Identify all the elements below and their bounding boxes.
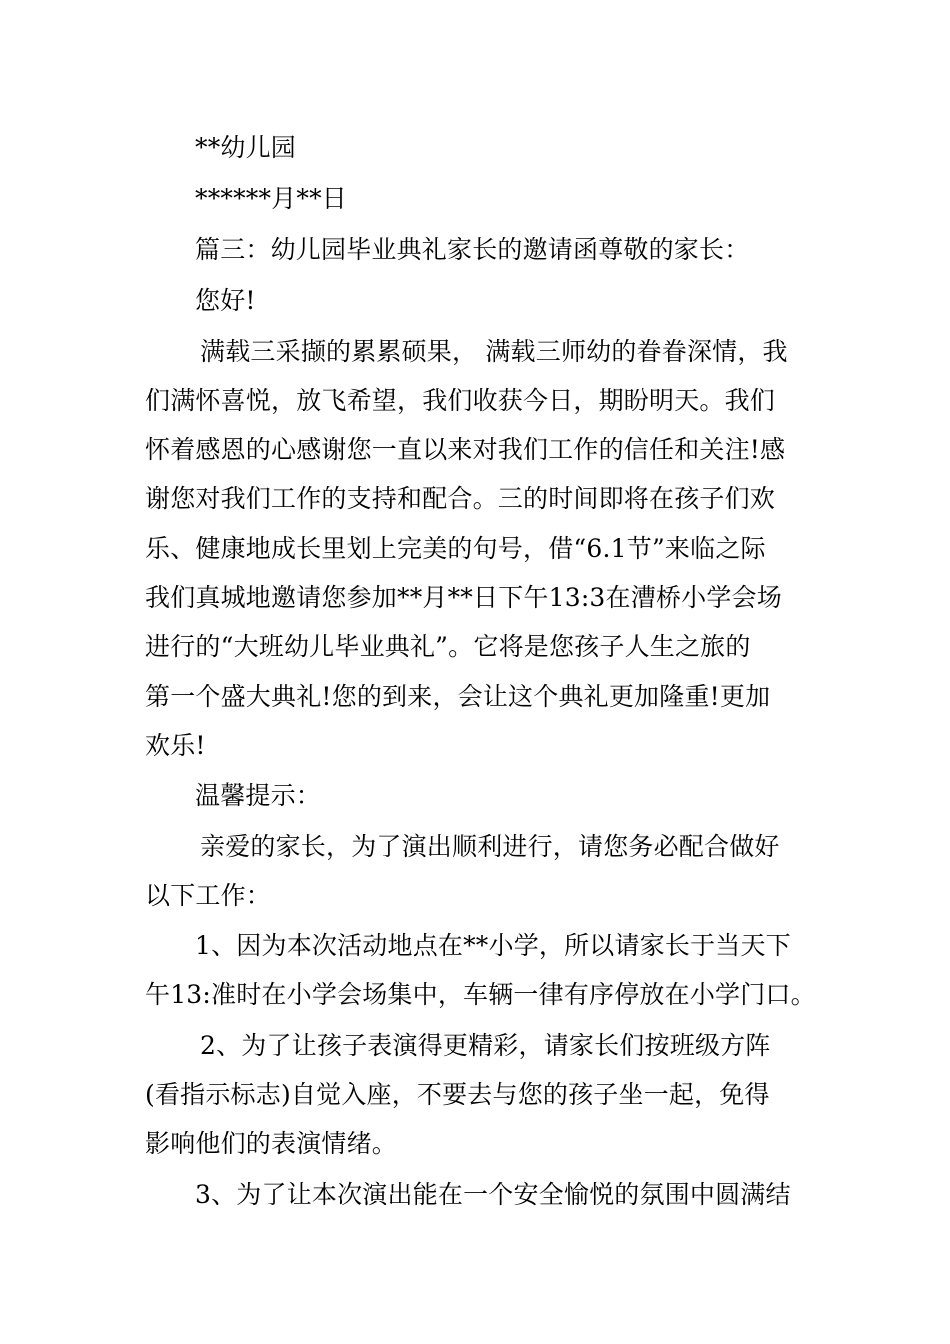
paragraph-line: 谢您对我们工作的支持和配合。三的时间即将在孩子们欢 xyxy=(145,484,776,513)
paragraph-line: 怀着感恩的心感谢您一直以来对我们工作的信任和关注!感 xyxy=(145,435,786,464)
paragraph-line: 满载三采撷的累累硕果， 满载三师幼的眷眷深情，我 xyxy=(200,337,788,366)
paragraph-line: 们满怀喜悦，放飞希望，我们收获今日，期盼明天。我们 xyxy=(145,386,776,415)
section-heading: 篇三：幼儿园毕业典礼家长的邀请函尊敬的家长： xyxy=(195,235,750,264)
tips-heading: 温馨提示： xyxy=(195,781,322,810)
paragraph-line: 亲爱的家长，为了演出顺利进行，请您务必配合做好 xyxy=(200,832,780,861)
list-item-2-cont: 影响他们的表演情绪。 xyxy=(145,1129,398,1158)
paragraph-line: 以下工作： xyxy=(145,881,272,910)
list-item-2: 2、为了让孩子表演得更精彩，请家长们按班级方阵 xyxy=(200,1031,771,1060)
paragraph-line: 进行的“大班幼儿毕业典礼”。它将是您孩子人生之旅的 xyxy=(145,632,751,661)
list-item-1: 1、因为本次活动地点在**小学，所以请家长于当天下 xyxy=(195,931,791,960)
greeting: 您好! xyxy=(195,286,256,315)
list-item-1-cont: 午13:准时在小学会场集中，车辆一律有序停放在小学门口。 xyxy=(145,980,816,1009)
signature-date: ******月**日 xyxy=(195,184,348,213)
paragraph-line: 我们真城地邀请您参加**月**日下午13:3在漕桥小学会场 xyxy=(145,583,782,612)
list-item-2-cont: (看指示标志)自觉入座，不要去与您的孩子坐一起，免得 xyxy=(145,1080,770,1109)
school-signature: **幼儿园 xyxy=(195,133,297,162)
list-item-3: 3、为了让本次演出能在一个安全愉悦的氛围中圆满结 xyxy=(195,1180,791,1209)
paragraph-line: 乐、健康地成长里划上完美的句号，借“6.1节”来临之际 xyxy=(145,534,766,563)
paragraph-line: 欢乐! xyxy=(145,731,206,760)
paragraph-line: 第一个盛大典礼!您的到来，会让这个典礼更加隆重!更加 xyxy=(145,682,771,711)
